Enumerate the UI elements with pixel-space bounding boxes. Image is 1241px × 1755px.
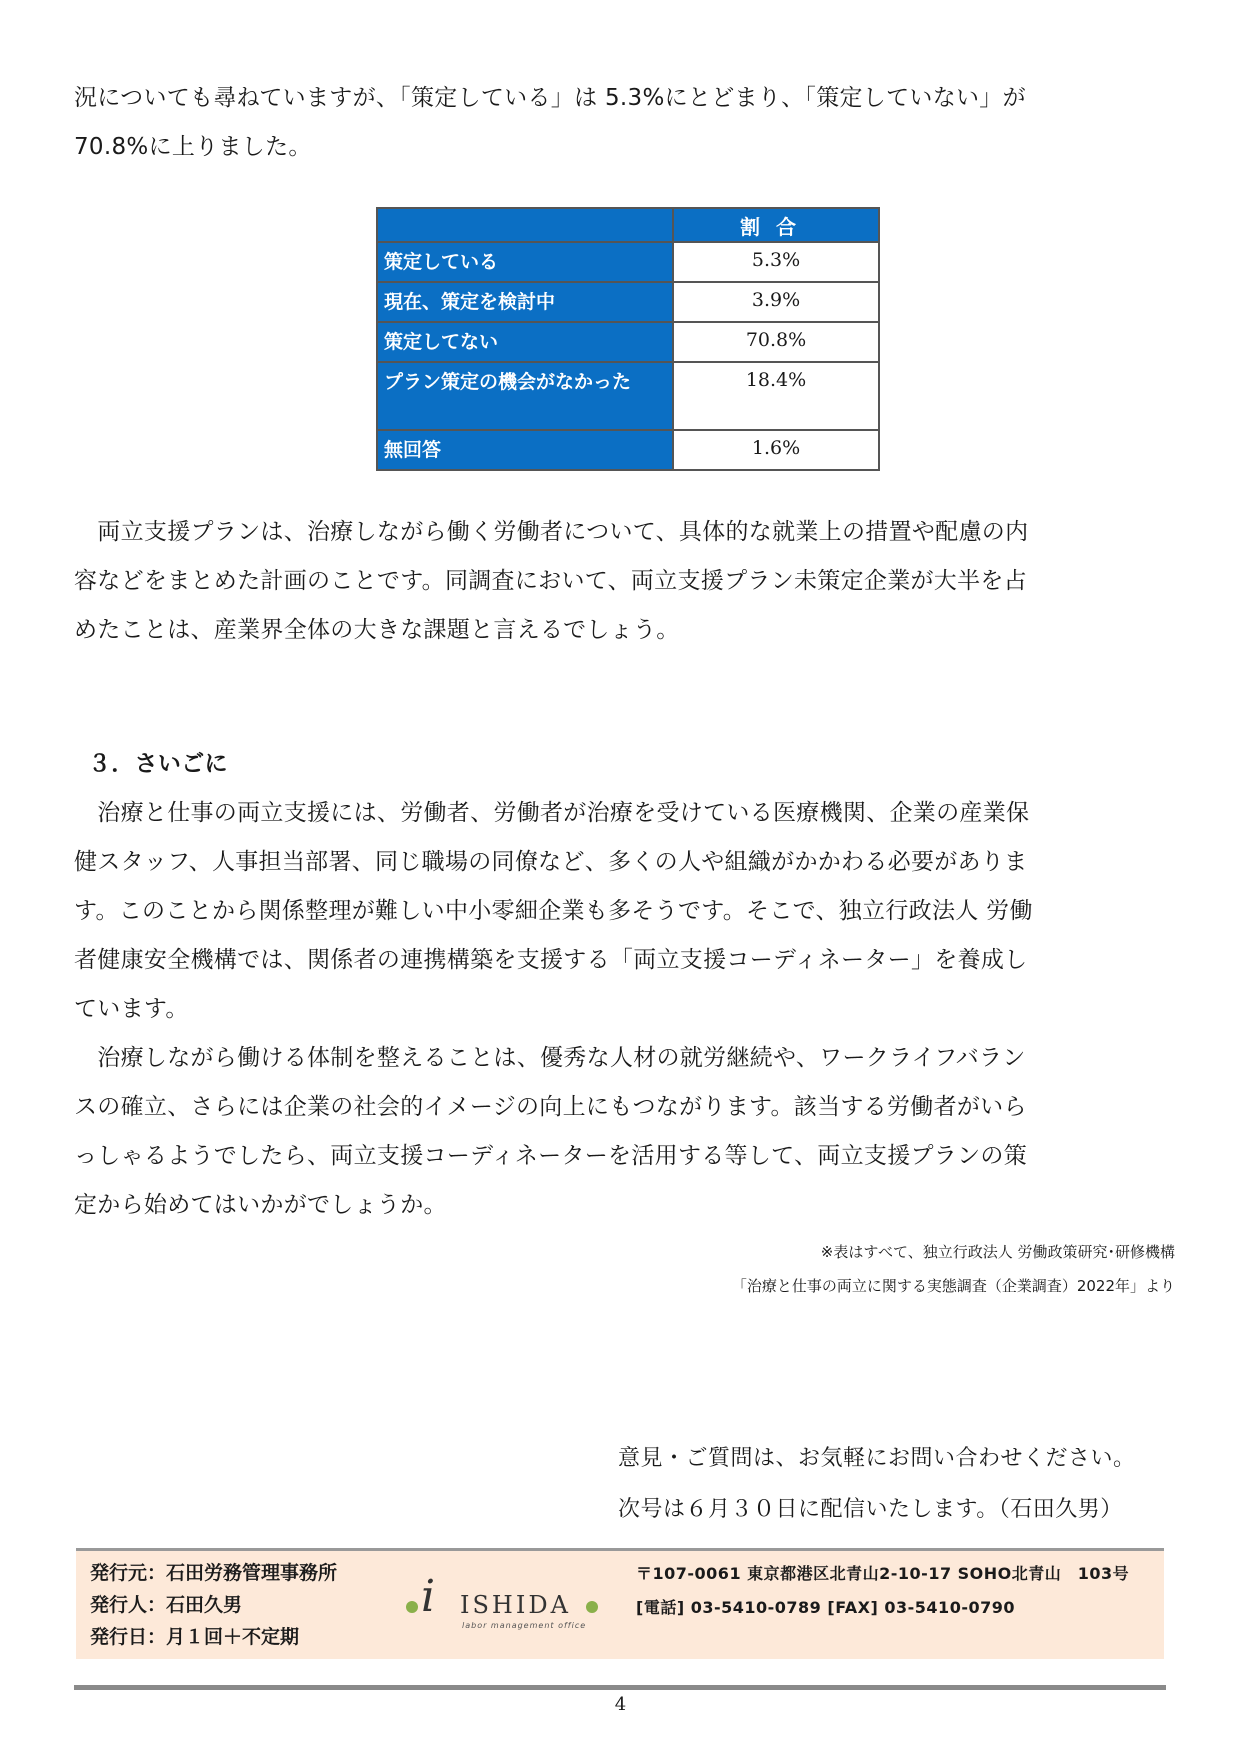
footer-divider (74, 1685, 1166, 1690)
table-row (377, 322, 879, 362)
table-header-row (377, 208, 879, 242)
text-line: す。このことから関係整理が難しい中小零細企業も多そうです。そこで、独立行政法人 労働 (74, 898, 1033, 924)
survey-table (376, 207, 880, 471)
text-line: 70.8%に上りました。 (74, 134, 312, 160)
footer-box (76, 1548, 1164, 1659)
text-line: ています。 (74, 996, 189, 1022)
table-row (377, 282, 879, 322)
text-line: スの確立、さらには企業の社会的イメージの向上にもつながります。該当する労働者がいら (74, 1094, 1027, 1120)
source-line: ※表はすべて、独立行政法人 労働政策研究･研修機構 (820, 1243, 1175, 1261)
issuer: 発行人：石田久男 (90, 1594, 243, 1616)
logo-i-icon: i (421, 1571, 436, 1622)
table-row (377, 430, 879, 470)
address: 〒107-0061 東京都港区北青山2-10-17 SOHO北青山 103号 (636, 1564, 1130, 1583)
row-label: 策定している (377, 242, 673, 282)
footer-contact-info (636, 1557, 1129, 1625)
table-header-ratio: 割合 (673, 208, 879, 242)
table-header-blank (377, 208, 673, 242)
page-number: 4 (614, 1694, 627, 1715)
section-heading: ３．さいごに (88, 751, 228, 777)
text-line: 治療と仕事の両立支援には、労働者、労働者が治療を受けている医療機関、企業の産業保 (74, 800, 1030, 826)
table-row (377, 242, 879, 282)
intro-paragraph (74, 74, 1174, 172)
logo-dot-icon (586, 1601, 598, 1613)
ishida-logo (406, 1569, 596, 1639)
row-label: 無回答 (377, 430, 673, 470)
row-value: 3.9% (673, 282, 879, 322)
text-line: 況についても尋ねていますが、「策定している」は 5.3%にとどまり、「策定していない」が (74, 85, 1026, 111)
text-line: っしゃるようでしたら、両立支援コーディネーターを活用する等して、両立支援プランの策 (74, 1143, 1027, 1169)
logo-text: ISHIDA (460, 1591, 571, 1619)
text-line: 者健康安全機構では、関係者の連携構築を支援する「両立支援コーディネーター」を養成し (74, 947, 1028, 973)
text-line: めたことは、産業界全体の大きな課題と言えるでしょう。 (74, 617, 680, 643)
logo-subtext: labor management office (462, 1621, 587, 1630)
text-line: 両立支援プランは、治療しながら働く労働者について、具体的な就業上の措置や配慮の内 (74, 519, 1029, 545)
phone-fax: [電話] 03-5410-0789 [FAX] 03-5410-0790 (636, 1598, 1015, 1617)
row-value: 5.3% (673, 242, 879, 282)
source-note (732, 1235, 1175, 1303)
text-line: 容などをまとめた計画のことです。同調査において、両立支援プラン未策定企業が大半を占 (74, 568, 1027, 594)
row-value: 70.8% (673, 322, 879, 362)
row-value: 1.6% (673, 430, 879, 470)
publisher: 発行元：石田労務管理事務所 (90, 1562, 338, 1584)
text-line: 健スタッフ、人事担当部署、同じ職場の同僚など、多くの人や組織がかかわる必要がありま (74, 849, 1028, 875)
conclusion-section (74, 740, 1174, 1230)
row-label: 策定してない (377, 322, 673, 362)
footer-publisher-info (90, 1557, 337, 1653)
closing-line: 意見・ご質問は、お気軽にお問い合わせください。 (618, 1446, 1136, 1471)
row-value: 18.4% (673, 362, 879, 430)
logo-dot-icon (406, 1601, 418, 1613)
text-line: 治療しながら働ける体制を整えることは、優秀な人材の就労継続や、ワークライフバラン (74, 1045, 1026, 1071)
row-label: プラン策定の機会がなかった (377, 362, 673, 430)
closing-message (618, 1433, 1136, 1535)
text-line: 定から始めてはいかがでしょうか。 (74, 1192, 447, 1218)
row-label: 現在、策定を検討中 (377, 282, 673, 322)
source-line: 「治療と仕事の両立に関する実態調査（企業調査）2022年」より (731, 1277, 1175, 1295)
table-row (377, 362, 879, 430)
closing-line: 次号は６月３０日に配信いたします。（石田久男） (618, 1497, 1123, 1522)
frequency: 発行日：月１回＋不定期 (90, 1626, 300, 1648)
plan-paragraph (74, 508, 1174, 655)
